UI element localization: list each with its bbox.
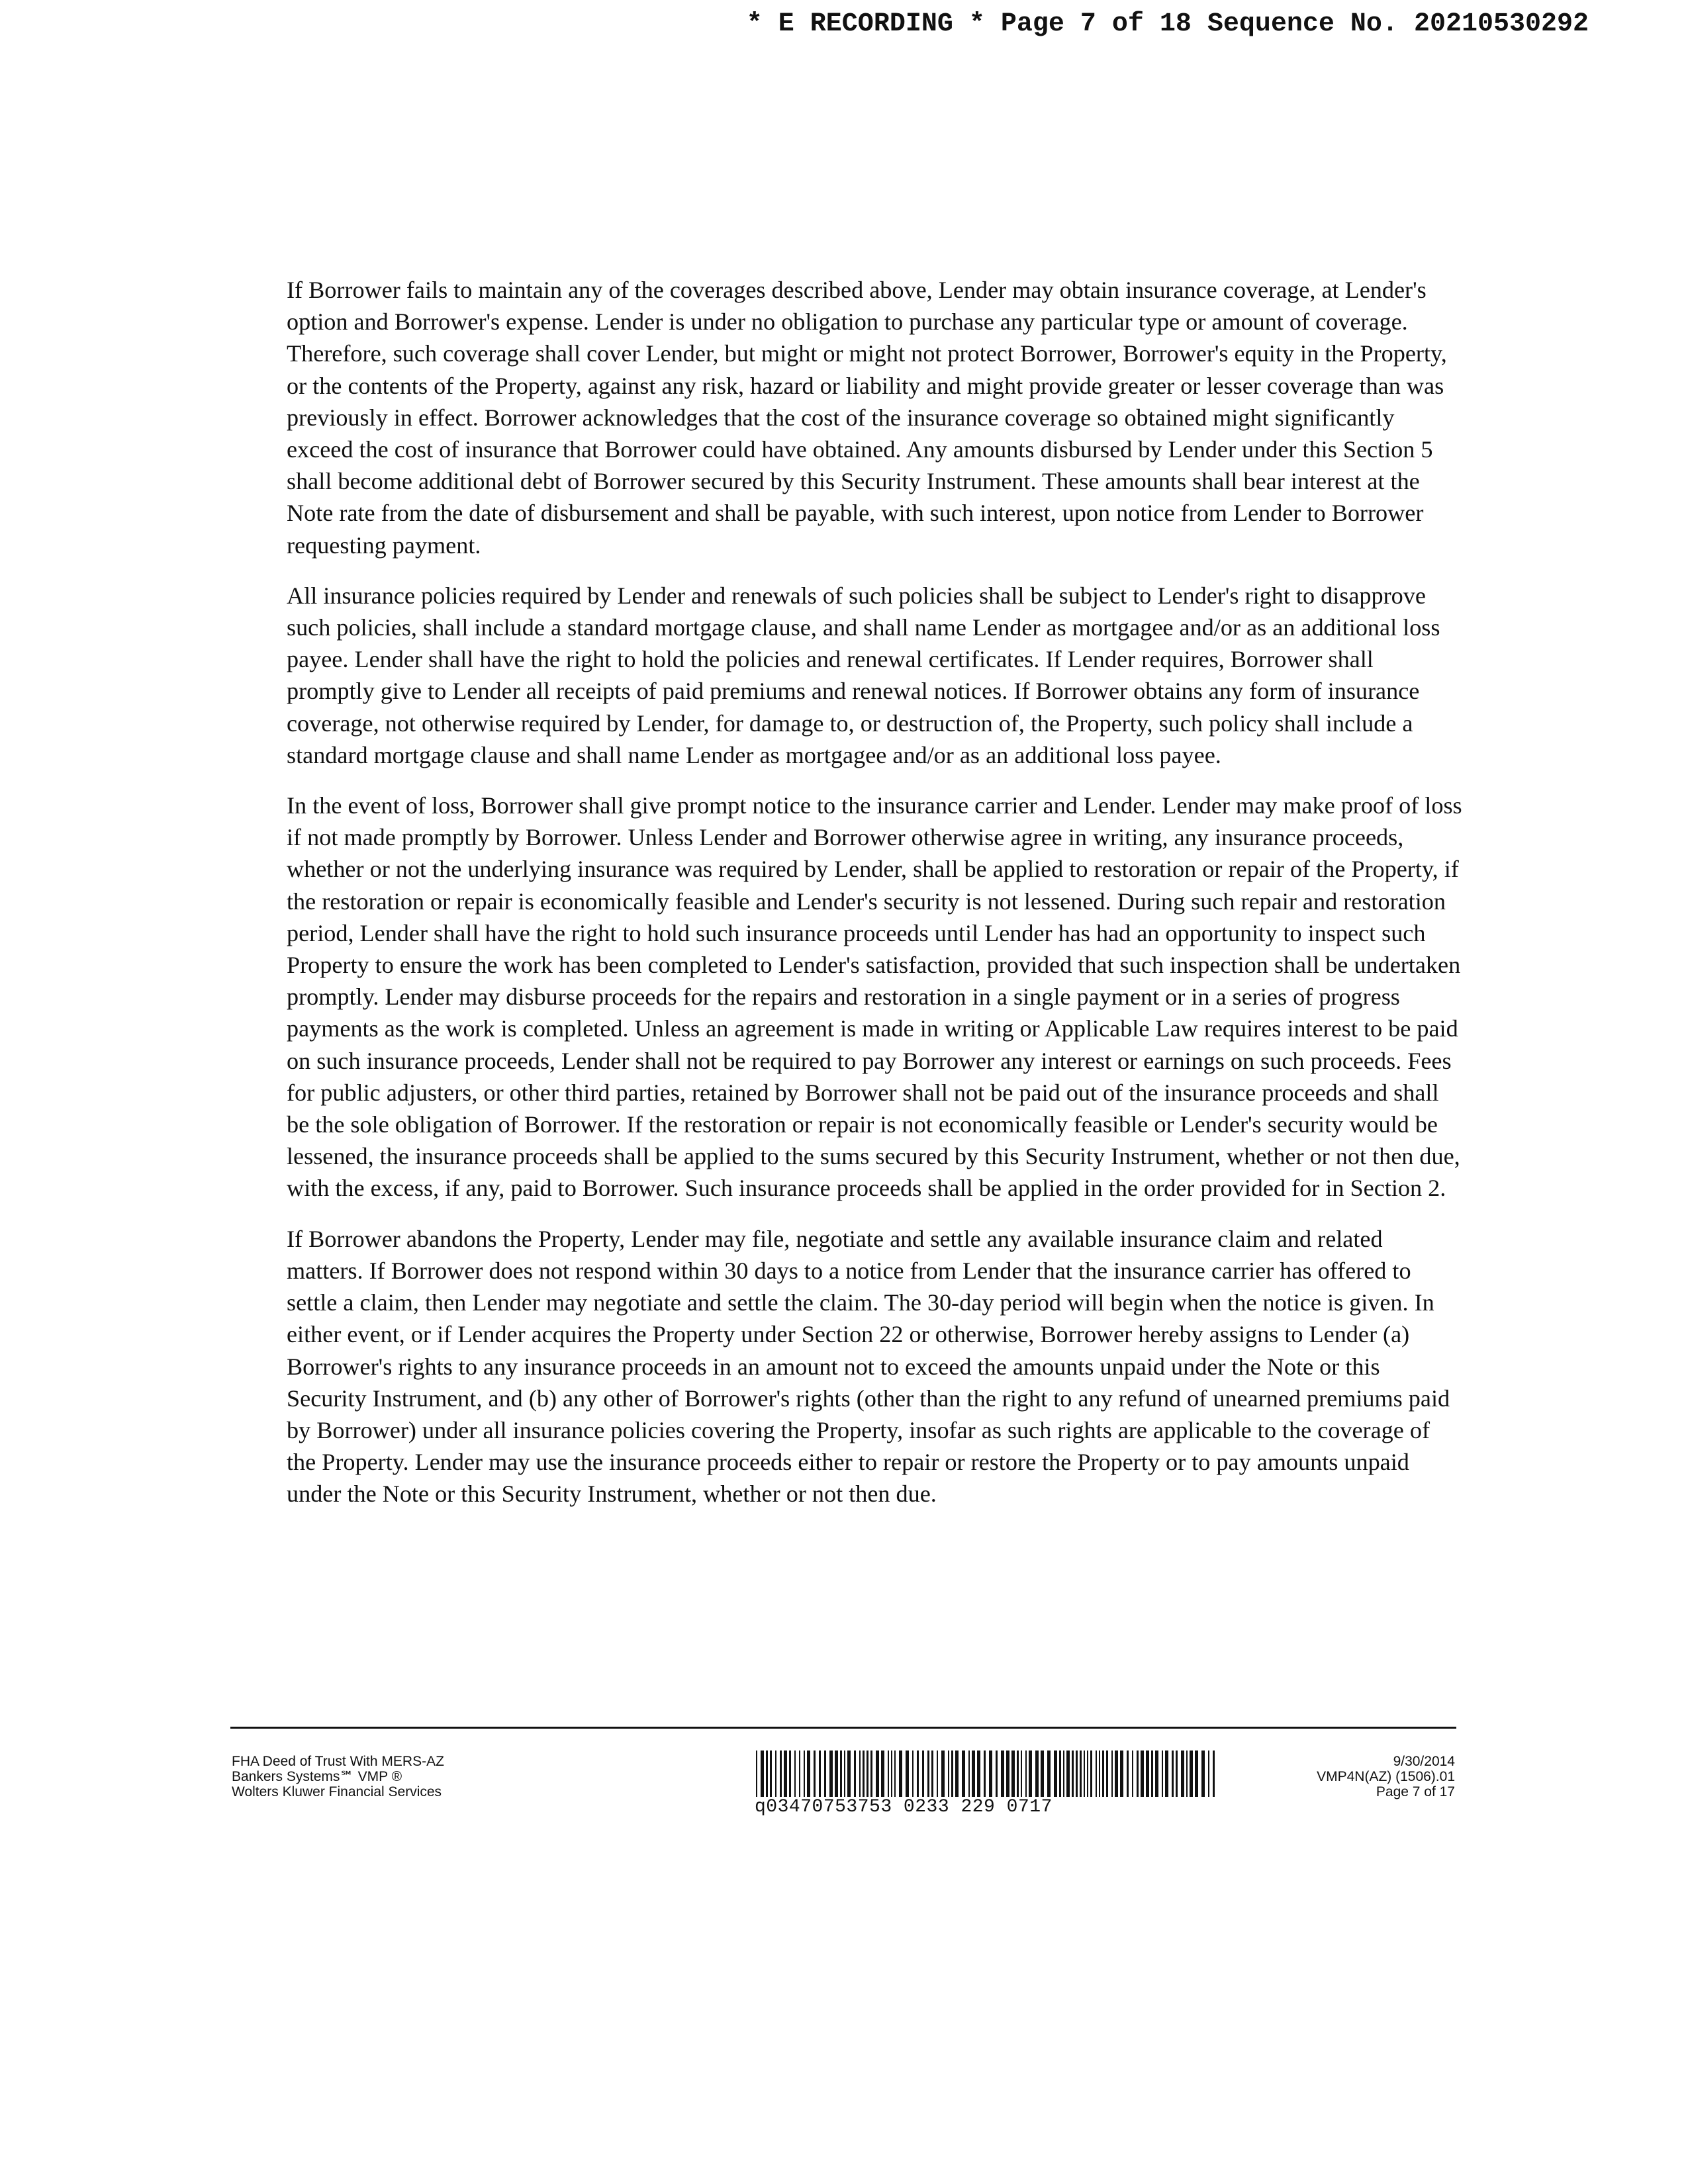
footer-barcode — [755, 1751, 1218, 1817]
footer-company: Wolters Kluwer Financial Services — [232, 1784, 442, 1799]
footer-page-number: Page 7 of 17 — [1376, 1784, 1455, 1799]
paragraph-insurance-coverage: If Borrower fails to maintain any of the coverages described above, Lender may obtain insurance coverage, at Lender's option and Borrower's expense. Lender is under no obligation to purchase any particular type or amount of coverage. Therefore, such coverage shall cover Lender, but might or might not protect Borrower, Borrower's equity in the Property, or the contents of the Property, against any risk, hazard or liability and might provide greater or lesser coverage than was previously in effect. Borrower acknowledges that the cost of the insurance coverage so obtained might significantly exceed the cost of insurance that Borrower could have obtained. Any amounts disbursed by Lender under this Section 5 shall become additional debt of Borrower secured by this Security Instrument. These amounts shall bear interest at the Note rate from the date of disbursement and shall be payable, with such interest, upon notice from Lender to Borrower requesting payment. — [287, 277, 1447, 559]
footer-date: 9/30/2014 — [1393, 1754, 1455, 1769]
paragraph-event-of-loss: In the event of loss, Borrower shall give prompt notice to the insurance carrier and Lender. Lender may make proof of loss if not made promptly by Borrower. Unless Lender and Borrower otherwise agree in writing, any insurance proceeds, whether or not the underlying insurance was required by Lender, shall be applied to restoration or repair of the Property, if the restoration or repair is economically feasible and Lender's security is not lessened. During such repair and restoration period, Lender shall have the right to hold such insurance proceeds until Lender has had an opportunity to inspect such Property to ensure the work has been completed to Lender's satisfaction, provided that such inspection shall be undertaken promptly. Lender may disburse proceeds for the repairs and restoration in a single payment or in a series of progress payments as the work is completed. Unless an agreement is made in writing or Applicable Law requires interest to be paid on such insurance proceeds, Lender shall not be required to pay Borrower any interest or earnings on such proceeds. Fees for public adjusters, or other third parties, retained by Borrower shall not be paid out of the insurance proceeds and shall be the sole obligation of Borrower. If the restoration or repair is not economically feasible or Lender's security would be lessened, the insurance proceeds shall be applied to the sums secured by this Security Instrument, whether or not then due, with the excess, if any, paid to Borrower. Such insurance proceeds shall be applied in the order provided for in Section 2. — [287, 792, 1462, 1202]
recording-header: * E RECORDING * Page 7 of 18 Sequence No. 20210530292 — [746, 9, 1589, 39]
footer-publisher: Bankers Systems℠ VMP ® — [232, 1769, 402, 1784]
paragraph-insurance-policies: All insurance policies required by Lender and renewals of such policies shall be subject to Lender's right to disapprove such policies, shall include a standard mortgage clause, and shall name Lender as mortgagee and/or as an additional loss payee. Lender shall have the right to hold the policies and renewal certificates. If Lender requires, Borrower shall promptly give to Lender all receipts of paid premiums and renewal notices. If Borrower obtains any form of insurance coverage, not otherwise required by Lender, for damage to, or destruction of, the Property, such policy shall include a standard mortgage clause and shall name Lender as mortgagee and/or as an additional loss payee. — [287, 582, 1440, 768]
footer-form-title: FHA Deed of Trust With MERS-AZ — [232, 1754, 444, 1769]
footer-form-code — [1317, 1754, 1455, 1799]
footer-form-info — [232, 1754, 444, 1799]
paragraph-abandonment: If Borrower abandons the Property, Lender may file, negotiate and settle any available insurance claim and related matters. If Borrower does not respond within 30 days to a notice from Lender that the insurance carrier has offered to settle a claim, then Lender may negotiate and settle the claim. The 30-day period will begin when the notice is given. In either event, or if Lender acquires the Property under Section 22 or otherwise, Borrower hereby assigns to Lender (a) Borrower's rights to any insurance proceeds in an amount not to exceed the amounts unpaid under the Note or this Security Instrument, and (b) any other of Borrower's rights (other than the right to any refund of unearned premiums paid by Borrower) under all insurance policies covering the Property, insofar as such rights are applicable to the coverage of the Property. Lender may use the insurance proceeds either to repair or restore the Property or to pay amounts unpaid under the Note or this Security Instrument, whether or not then due. — [287, 1225, 1450, 1508]
document-body — [287, 274, 1465, 1529]
footer-form-number: VMP4N(AZ) (1506).01 — [1317, 1769, 1455, 1784]
barcode-icon — [755, 1751, 1218, 1797]
barcode-number: q03470753753 0233 229 0717 — [755, 1797, 1053, 1817]
footer-divider — [230, 1727, 1456, 1729]
